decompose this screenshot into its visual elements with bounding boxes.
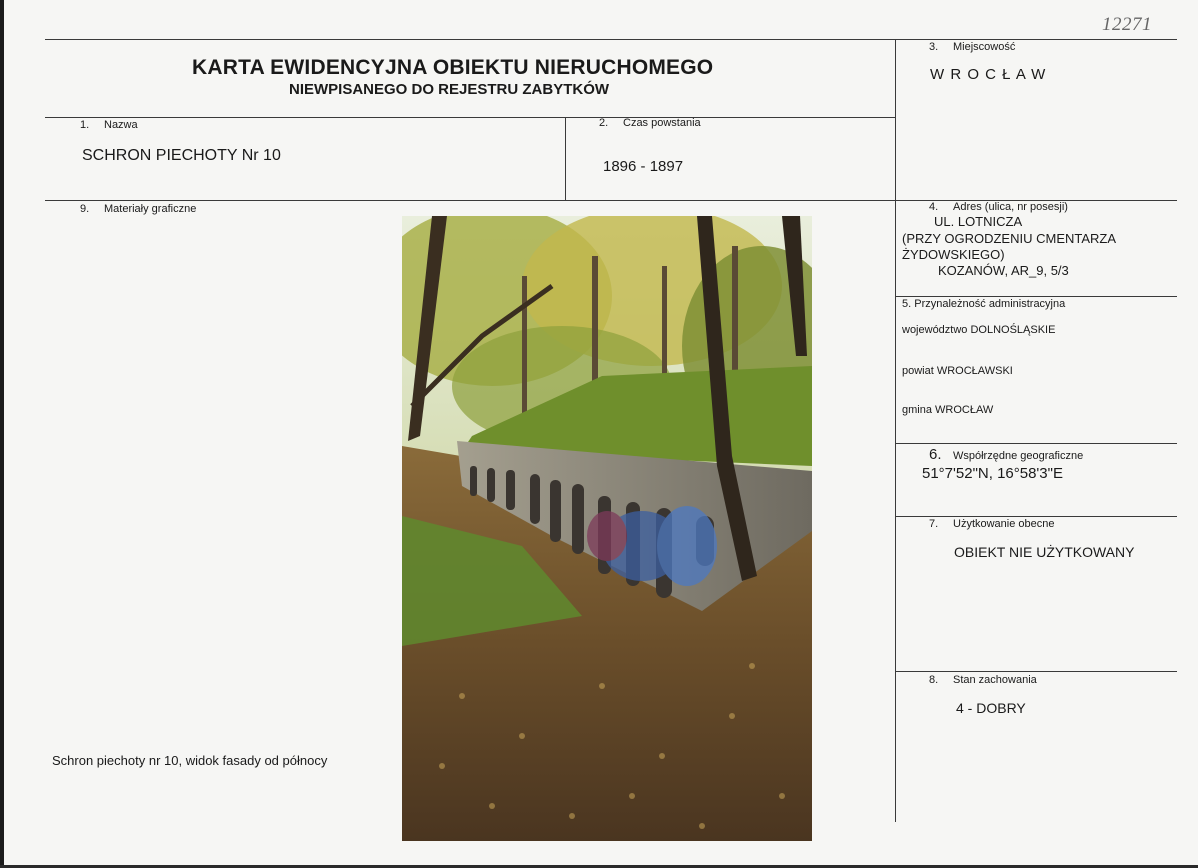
inventory-number: 12271 [1102,14,1152,35]
rule-below-address [895,296,1177,297]
field-label-stan: 8. Stan zachowania [929,674,1037,686]
photo-caption: Schron piechoty nr 10, widok fasady od północy [52,753,328,768]
address-line-1: UL. LOTNICZA [934,214,1023,229]
field-label-uzytkowanie: 7. Użytkowanie obecne [929,518,1055,530]
field-label-miejscowosc: 3. Miejscowość [929,41,1016,53]
field-value-stan: 4 - DOBRY [956,700,1026,716]
rule-below-usage [895,671,1177,672]
rule-right-column [895,39,896,822]
field-label-materialy: 9. Materiały graficzne [80,203,197,215]
rule-below-coords [895,516,1177,517]
field-value-nazwa: SCHRON PIECHOTY Nr 10 [82,147,281,164]
admin-powiat: powiat WROCŁAWSKI [902,365,1013,377]
address-line-3: ŻYDOWSKIEGO) [902,247,1005,262]
address-line-2: (PRZY OGRODZENIU CMENTARZA [902,231,1117,246]
field-label-przynaleznosc: 5. Przynależność administracyjna [902,298,1066,310]
field-value-wspolrzedne: 51°7'52"N, 16°58'3"E [922,465,1063,482]
field-value-uzytkowanie: OBIEKT NIE UŻYTKOWANY [954,544,1135,560]
card-subtitle: NIEWPISANEGO DO REJESTRU ZABYTKÓW [289,81,610,98]
field-label-wspolrzedne: 6. Współrzędne geograficzne [929,446,1084,463]
admin-gmina: gmina WROCŁAW [902,404,994,416]
bunker-photo-illustration [402,216,812,841]
rule-top [45,39,1177,40]
rule-below-title [45,117,895,118]
field-label-czas-powstania: 2. Czas powstania [599,117,701,129]
field-value-miejscowosc: W R O C Ł A W [930,66,1047,83]
scan-edge-left [0,0,4,868]
bunker-photo [402,216,812,841]
address-line-4: KOZANÓW, AR_9, 5/3 [938,263,1069,278]
card-title: KARTA EWIDENCYJNA OBIEKTU NIERUCHOMEGO [192,56,714,79]
rule-name-date-divider [565,117,566,200]
admin-wojewodztwo: województwo DOLNOŚLĄSKIE [902,324,1056,336]
field-label-adres: 4. Adres (ulica, nr posesji) [929,201,1068,213]
rule-below-admin [895,443,1177,444]
field-label-nazwa: 1. Nazwa [80,119,138,131]
field-value-czas-powstania: 1896 - 1897 [603,158,684,175]
